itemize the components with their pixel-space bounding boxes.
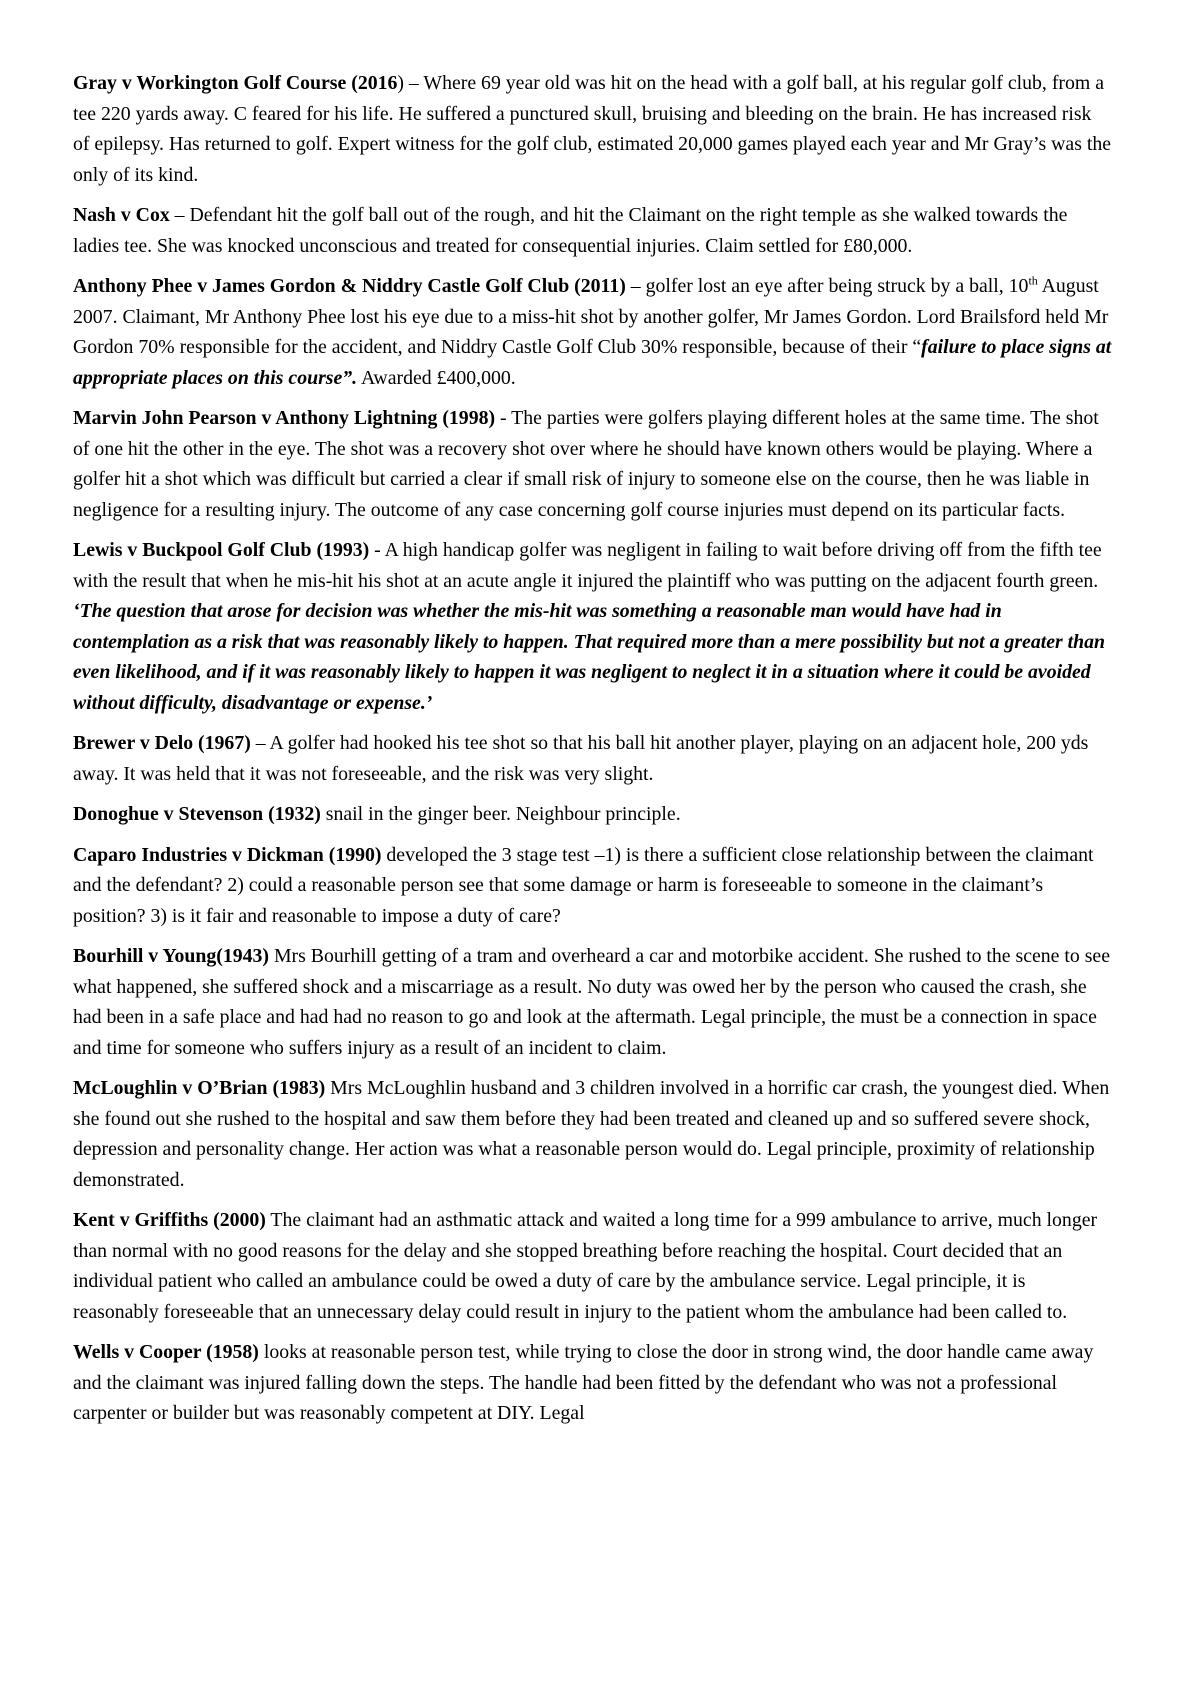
case-title: Anthony Phee v James Gordon & Niddry Castle Golf Club (2011): [73, 275, 626, 297]
case-phee-v-gordon: [73, 271, 1112, 393]
case-caparo-v-dickman: [73, 840, 1112, 932]
case-body: looks at reasonable person test, while trying to close the door in strong wind, the door handle came away and the claimant was injured falling down the steps. The handle had been fitted by the defendant who was not a professional carpenter or builder but was reasonably competent at DIY. Legal: [73, 1341, 1094, 1424]
case-body: - A high handicap golfer was negligent in failing to wait before driving off from the fifth tee with the result that when he mis-hit his shot at an acute angle it injured the plaintiff who was putting on the adjacent fourth green.: [73, 539, 1102, 592]
case-brewer-v-delo: [73, 728, 1112, 789]
case-body: – A golfer had hooked his tee shot so that his ball hit another player, playing on an adjacent hole, 200 yds away. It was held that it was not foreseeable, and the risk was very slight.: [73, 732, 1089, 785]
case-wells-v-cooper: [73, 1337, 1112, 1429]
case-pearson-v-lightning: [73, 403, 1112, 525]
case-body: Mrs McLoughlin husband and 3 children involved in a horrific car crash, the youngest died. When she found out she rushed to the hospital and saw them before they had been treated and cleaned up and so suffered severe shock, depression and personality change. Her action was what a reasonable person would do. Legal principle, proximity of relationship demonstrated.: [73, 1077, 1110, 1191]
case-body: – golfer lost an eye after being struck by a ball, 10: [625, 275, 1029, 297]
case-gray-v-workington: [73, 68, 1112, 190]
case-body-continued: August 2007. Claimant, Mr Anthony Phee lost his eye due to a miss-hit shot by another golfer, Mr James Gordon. Lord Brailsford held Mr Gordon 70% responsible for the accident, and Niddry Castle Golf Club 30% responsible, because of their “: [73, 275, 1109, 358]
ordinal-suffix: th: [1028, 273, 1038, 288]
case-donoghue-v-stevenson: [73, 799, 1112, 830]
case-mcloughlin-v-obrian: [73, 1073, 1112, 1195]
case-title: Gray v Workington Golf Course (2016: [73, 72, 398, 94]
case-bourhill-v-young: [73, 941, 1112, 1063]
case-title: Brewer v Delo (1967): [73, 732, 251, 754]
case-body-end: Awarded £400,000.: [357, 366, 516, 389]
case-body: Mrs Bourhill getting of a tram and overheard a car and motorbike accident. She rushed to the scene to see what happened, she suffered shock and a miscarriage as a result. No duty was owed her by the person who caused the crash, she had been in a safe place and had had no reason to go and look at the aftermath. Legal principle, the must be a connection in space and time for someone who suffers injury as a result of an incident to claim.: [73, 945, 1110, 1059]
case-title: Marvin John Pearson v Anthony Lightning (1998): [73, 407, 496, 429]
case-title: Kent v Griffiths (2000): [73, 1209, 266, 1231]
case-title: Caparo Industries v Dickman (1990): [73, 843, 382, 866]
case-title: McLoughlin v O’Brian (1983): [73, 1077, 326, 1099]
case-body: snail in the ginger beer. Neighbour principle.: [320, 803, 681, 825]
case-title: Wells v Cooper (1958): [73, 1341, 259, 1363]
case-body: The claimant had an asthmatic attack and waited a long time for a 999 ambulance to arrive, much longer than normal with no good reasons for the delay and she stopped breathing before reaching the hospital. Court decided that an individual patient who called an ambulance could be owed a duty of care by the ambulance service. Legal principle, it is reasonably foreseeable that an unnecessary delay could result in injury to the patient whom the ambulance had been called to.: [73, 1209, 1098, 1323]
case-quote: ‘The question that arose for decision was whether the mis-hit was something a reasonable man would have had in contemplation as a risk that was reasonably likely to happen. That required more than a mere possibility but not a greater than even likelihood, and if it was reasonably likely to happen it was negligent to neglect it in a situation where it could be avoided without difficulty, disadvantage or expense.’: [73, 600, 1106, 714]
case-body: – Defendant hit the golf ball out of the rough, and hit the Claimant on the right temple as she walked towards the ladies tee. She was knocked unconscious and treated for consequential injuries. Claim settled for £80,000.: [73, 204, 1068, 257]
case-title: Donoghue v Stevenson (1932): [73, 803, 321, 825]
case-body: - The parties were golfers playing different holes at the same time. The shot of one hit the other in the eye. The shot was a recovery shot over where he should have known others would be playing. Where a golfer hit a shot which was difficult but carried a clear if small risk of injury to someone else on the course, then he was liable in negligence for a resulting injury. The outcome of any case concerning golf course injuries must depend on its particular facts.: [73, 407, 1099, 521]
case-quote: failure to place signs at appropriate places on this course”.: [73, 336, 1112, 389]
case-nash-v-cox: [73, 200, 1112, 261]
case-title: Nash v Cox: [73, 204, 170, 226]
case-body: ) – Where 69 year old was hit on the head with a golf ball, at his regular golf club, from a tee 220 yards away. C feared for his life. He suffered a punctured skull, bruising and bleeding on the brain. He has increased risk of epilepsy. Has returned to golf. Expert witness for the golf club, estimated 20,000 games played each year and Mr Gray’s was the only of its kind.: [73, 72, 1112, 186]
case-lewis-v-buckpool: [73, 535, 1112, 718]
case-kent-v-griffiths: [73, 1205, 1112, 1327]
case-title: Lewis v Buckpool Golf Club (1993): [73, 539, 370, 561]
case-body: developed the 3 stage test –1) is there a sufficient close relationship between the claimant and the defendant? 2) could a reasonable person see that some damage or harm is foreseeable to someone in the claimant’s position? 3) is it fair and reasonable to impose a duty of care?: [73, 843, 1094, 927]
case-title: Bourhill v Young(1943): [73, 945, 270, 967]
